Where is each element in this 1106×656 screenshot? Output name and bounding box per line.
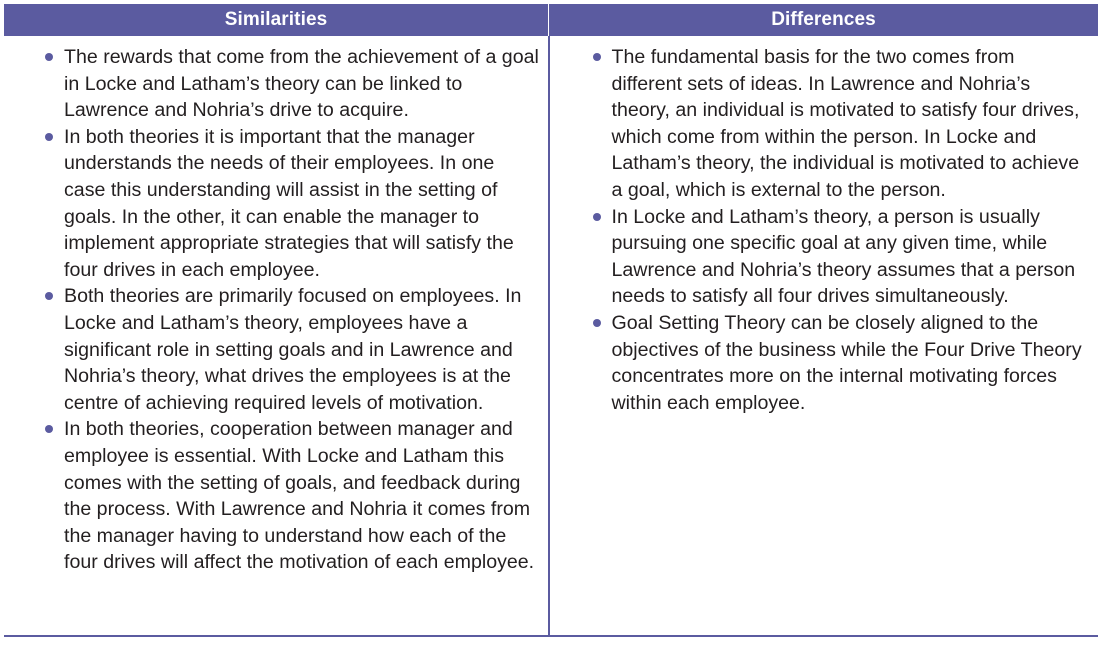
- comparison-table: [4, 4, 1098, 637]
- content-row: [4, 36, 1098, 636]
- bullet-icon: [45, 292, 53, 300]
- difference-item: [558, 310, 1091, 416]
- differences-list: [558, 44, 1091, 416]
- similarity-text: In both theories it is important that the manager understands the needs of their employees. In one case this understanding will assist in the setting of goals. In the other, it can enable the manager to implement appropriate strategies that will satisfy the four drives in each employee.: [64, 125, 514, 281]
- difference-text: The fundamental basis for the two comes from different sets of ideas. In Lawrence and Nohria’s theory, an individual is motivated to satisfy four drives, which come from within the person. In Locke and Latham’s theory, the individual is motivated to achieve a goal, which is external to the person.: [611, 46, 1080, 201]
- similarities-column: [4, 36, 549, 636]
- similarity-item: [12, 124, 540, 284]
- header-row: [4, 4, 1098, 36]
- similarity-text: Both theories are primarily focused on employees. In Locke and Latham’s theory, employees have a significant role in setting goals and in Lawrence and Nohria’s theory, what drives the employees is at the centre of achieving required levels of motivation.: [64, 285, 522, 414]
- bullet-icon: [45, 425, 53, 433]
- difference-text: Goal Setting Theory can be closely aligned to the objectives of the business while the Four Drive Theory concentrates more on the internal motivating forces within each employee.: [611, 311, 1082, 414]
- similarity-item: [12, 283, 540, 416]
- bullet-icon: [593, 53, 601, 61]
- similarity-text: The rewards that come from the achievement of a goal in Locke and Latham’s theory can be linked to Lawrence and Nohria’s drive to acquire.: [64, 46, 539, 122]
- similarity-item: [12, 44, 540, 124]
- difference-item: [558, 204, 1091, 310]
- differences-header: Differences: [549, 4, 1099, 36]
- differences-column: [549, 36, 1099, 636]
- bullet-icon: [593, 213, 601, 221]
- bullet-icon: [45, 53, 53, 61]
- similarity-item: [12, 416, 540, 576]
- bullet-icon: [593, 319, 601, 327]
- similarity-text: In both theories, cooperation between manager and employee is essential. With Locke and Latham this comes with the setting of goals, and feedback during the process. With Lawrence and Nohria it comes from the manager having to understand how each of the four drives will affect the motivation of each employee.: [64, 418, 535, 574]
- difference-text: In Locke and Latham’s theory, a person is usually pursuing one specific goal at any given time, while Lawrence and Nohria’s theory assumes that a person needs to satisfy all four drives simultaneously.: [611, 205, 1076, 308]
- bullet-icon: [45, 133, 53, 141]
- similarities-list: [12, 44, 540, 576]
- similarities-header: Similarities: [4, 4, 549, 36]
- difference-item: [558, 44, 1091, 204]
